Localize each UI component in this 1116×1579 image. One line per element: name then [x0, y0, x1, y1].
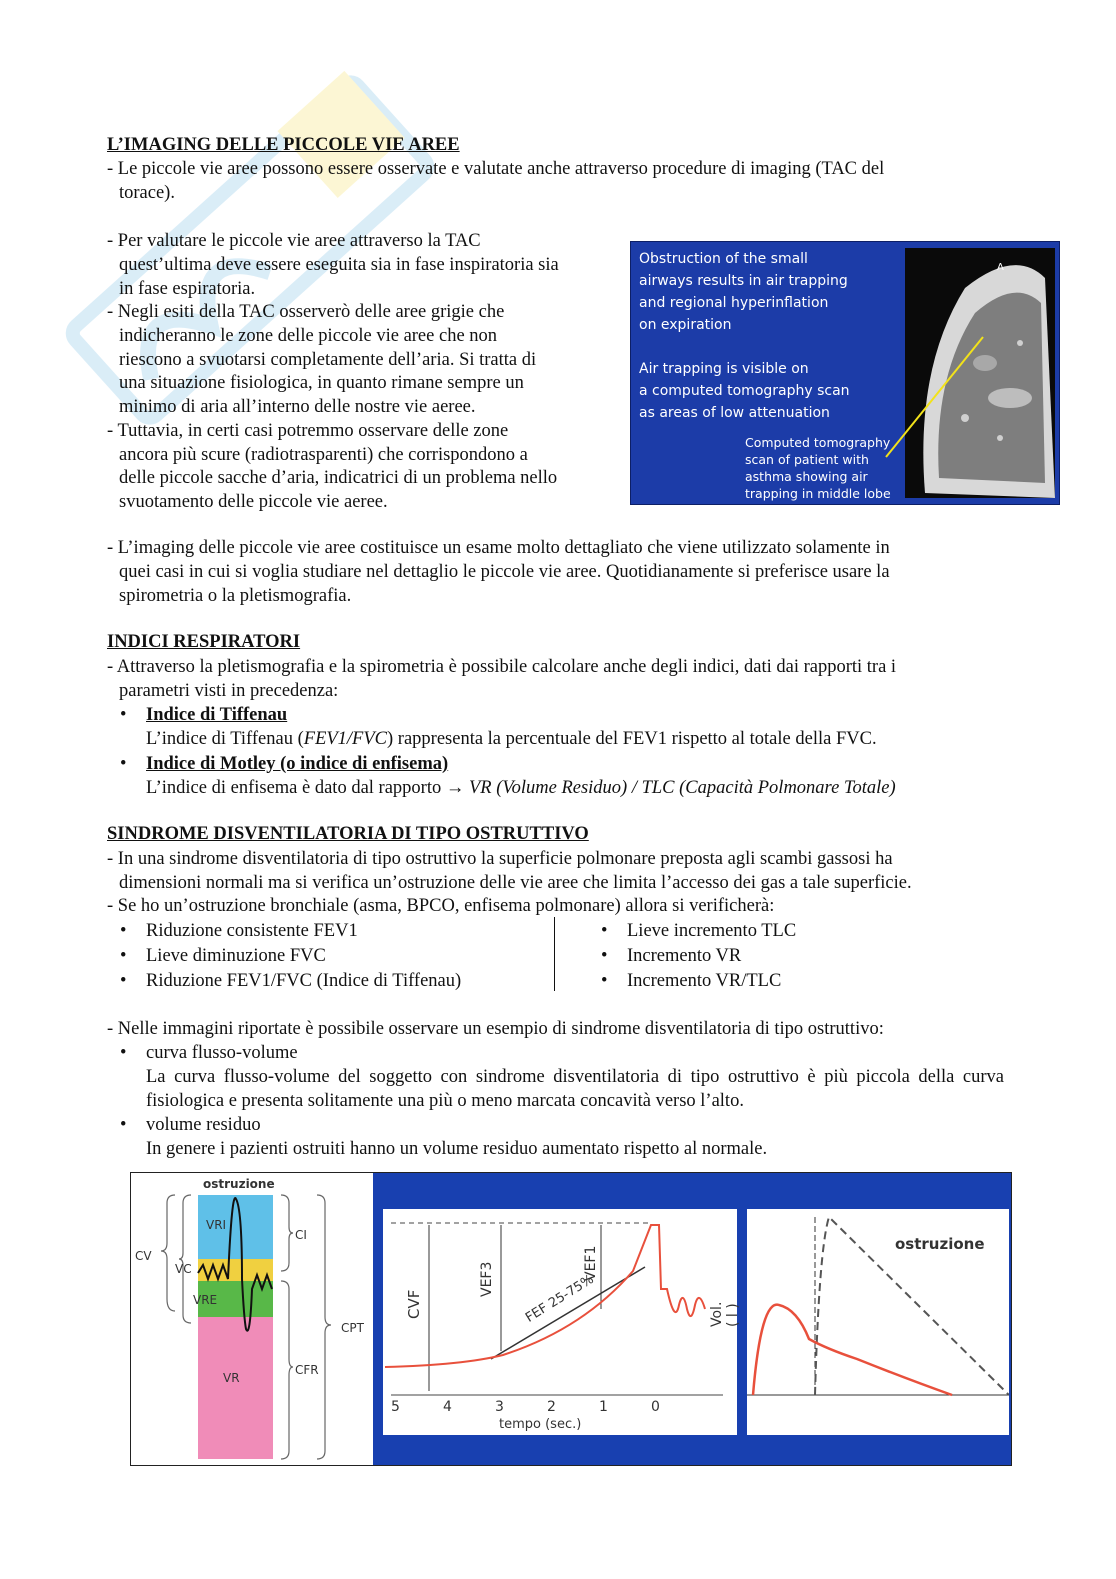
left-list-item-2: • Lieve diminuzione FVC: [120, 946, 326, 966]
tick-0: 0: [651, 1399, 660, 1415]
list-divider: [554, 917, 555, 991]
ct-caption3-line1: Computed tomography: [745, 435, 891, 450]
right-list-item-1: • Lieve incremento TLC: [601, 921, 797, 941]
flow-volume-panel: [747, 1209, 1009, 1435]
bullet-volume-residuo: • volume residuo: [120, 1115, 261, 1135]
indici-intro-line1: - Attraverso la pletismografia e la spirometria è possibile calcolare anche degli indici, dati dai rapporti tra i: [107, 657, 897, 677]
spirogram-chart: [383, 1209, 737, 1435]
imaging-p5-line3: spirometria o la pletismografia.: [119, 586, 352, 606]
ct-caption3-line2: scan of patient with: [745, 452, 869, 467]
sindrome-p1-line1: - In una sindrome disventilatoria di tipo ostruttivo la superficie polmonare preposta agli scambi gassosi ha: [107, 849, 893, 869]
ct-caption2-line2: a computed tomography scan: [639, 383, 850, 399]
lung-volumes-panel: [131, 1173, 373, 1465]
imaging-p5-line2: quei casi in cui si voglia studiare nel dettaglio le piccole vie aree. Quotidianamente si preferisce usare la: [119, 562, 890, 582]
right-list-item-3: • Incremento VR/TLC: [601, 971, 782, 991]
ct-caption2-line3: as areas of low attenuation: [639, 405, 830, 421]
imaging-p1-line1: - Le piccole vie aree possono essere osservate e valutate anche attraverso procedure di imaging (TAC del: [107, 159, 885, 179]
ct-marker: A: [997, 262, 1004, 273]
sindrome-p1-line2: dimensioni normali ma si verifica un’ostruzione delle vie aree che limita l’accesso dei gas a tale superficie.: [119, 873, 912, 893]
label-cfr: CFR: [295, 1363, 319, 1377]
bullet-tiffenau: • Indice di Tiffenau: [120, 705, 288, 725]
heading-indici: INDICI RESPIRATORI: [107, 632, 301, 652]
tick-1: 1: [599, 1399, 608, 1415]
label-cpt: CPT: [341, 1321, 364, 1335]
tick-2: 2: [547, 1399, 556, 1415]
imaging-p4-line1: - Tuttavia, in certi casi potremmo osservare delle zone: [107, 421, 509, 441]
left-list-item-3: • Riduzione FEV1/FVC (Indice di Tiffenau): [120, 971, 462, 991]
label-vr: VR: [223, 1371, 240, 1385]
imaging-p3-line3: riescono a svuotarsi completamente dell’aria. Si tratta di: [119, 350, 537, 370]
label-vri: VRI: [206, 1218, 227, 1232]
indici-intro-line2: parametri visti in precedenza:: [119, 681, 339, 701]
heading-imaging: L’IMAGING DELLE PICCOLE VIE AREE: [107, 135, 460, 155]
imaging-p4-line2: ancora più scure (radiotrasparenti) che corrispondono a: [119, 445, 528, 465]
x-axis-label: tempo (sec.): [499, 1417, 582, 1432]
imaging-p2-line1: - Per valutare le piccole vie aree attraverso la TAC: [107, 231, 481, 251]
imaging-p3-line1: - Negli esiti della TAC osserverò delle aree grigie che: [107, 302, 505, 322]
label-fef: FEF 25-75%: [523, 1271, 597, 1326]
label-vef3: VEF3: [479, 1261, 495, 1297]
tick-3: 3: [495, 1399, 504, 1415]
ct-caption2-line1: Air trapping is visible on: [639, 361, 809, 377]
label-cv: CV: [135, 1249, 152, 1263]
label-vre: VRE: [193, 1293, 218, 1307]
sindrome-p3: - Nelle immagini riportate è possibile osservare un esempio di sindrome disventilatoria di tipo ostruttivo:: [107, 1019, 884, 1039]
arrow-icon: →: [445, 778, 465, 798]
right-list-item-2: • Incremento VR: [601, 946, 742, 966]
imaging-p3-line5: minimo di aria all’interno delle nostre vie aeree.: [119, 397, 476, 417]
lung-volumes-diagram: [131, 1173, 373, 1465]
heading-sindrome: SINDROME DISVENTILATORIA DI TIPO OSTRUTTIVO: [107, 824, 589, 844]
sindrome-p2: - Se ho un’ostruzione bronchiale (asma, BPCO, enfisema polmonare) allora si verificherà:: [107, 896, 775, 916]
spirogram-panel: [383, 1209, 741, 1435]
imaging-p3-line2: indicheranno le zone delle piccole vie aree che non: [119, 326, 498, 346]
ct-caption1-line1: Obstruction of the small: [639, 251, 808, 267]
left-list-item-1: • Riduzione consistente FEV1: [120, 921, 358, 941]
label-vc: VC: [175, 1262, 192, 1276]
imaging-p4-line4: svuotamento delle piccole vie aeree.: [119, 492, 388, 512]
ct-caption1-line4: on expiration: [639, 317, 732, 333]
tick-5: 5: [391, 1399, 400, 1415]
imaging-p2-line2: quest’ultima deve essere eseguita sia in fase inspiratoria sia: [119, 255, 559, 275]
flow-volume-title: ostruzione: [895, 1235, 985, 1253]
tick-4: 4: [443, 1399, 452, 1415]
bullet-curva: • curva flusso-volume: [120, 1043, 298, 1063]
ct-caption1-line2: airways results in air trapping: [639, 273, 848, 289]
ct-caption3-line4: trapping in middle lobe: [745, 486, 891, 501]
label-vef1: VEF1: [583, 1245, 599, 1281]
imaging-p3-line4: una situazione fisiologica, in quanto rimane sempre un: [119, 373, 524, 393]
label-ci: CI: [295, 1228, 307, 1242]
label-vol: Vol. ( l ): [709, 1301, 741, 1327]
ct-figure: [630, 241, 1060, 505]
volume-residuo-text: In genere i pazienti ostruiti hanno un volume residuo aumentato rispetto al normale.: [146, 1139, 768, 1159]
ct-pointer-line: [631, 242, 1059, 504]
bullet-motley: • Indice di Motley (o indice di enfisema): [120, 754, 449, 774]
ct-caption1-line3: and regional hyperinflation: [639, 295, 829, 311]
ct-caption3-line3: asthma showing air: [745, 469, 868, 484]
motley-text: L’indice di enfisema è dato dal rapporto → VR (Volume Residuo) / TLC (Capacità Polmonare Totale): [146, 778, 896, 798]
imaging-p4-line3: delle piccole sacche d’aria, indicatrici di un problema nello: [119, 468, 558, 488]
imaging-p1-line2: torace).: [119, 183, 175, 203]
tiffenau-title: Indice di Tiffenau: [146, 705, 288, 725]
volumes-title: ostruzione: [203, 1177, 275, 1191]
curva-text: La curva flusso-volume del soggetto con sindrome disventilatoria di tipo ostruttivo è più piccola della curva fisiologica e presenta solitamente una più o meno marcata concavità verso l’alto.: [146, 1067, 1004, 1111]
tiffenau-text: L’indice di Tiffenau (FEV1/FVC) rappresenta la percentuale del FEV1 rispetto al totale della FVC.: [146, 729, 877, 749]
imaging-p2-line3: in fase espiratoria.: [119, 279, 256, 299]
imaging-p5-line1: - L’imaging delle piccole vie aree costituisce un esame molto dettagliato che viene utilizzato solamente in: [107, 538, 890, 558]
motley-title: Indice di Motley (o indice di enfisema): [146, 754, 449, 774]
spirometry-figure: [130, 1172, 1012, 1466]
label-cvf: CVF: [405, 1289, 423, 1319]
